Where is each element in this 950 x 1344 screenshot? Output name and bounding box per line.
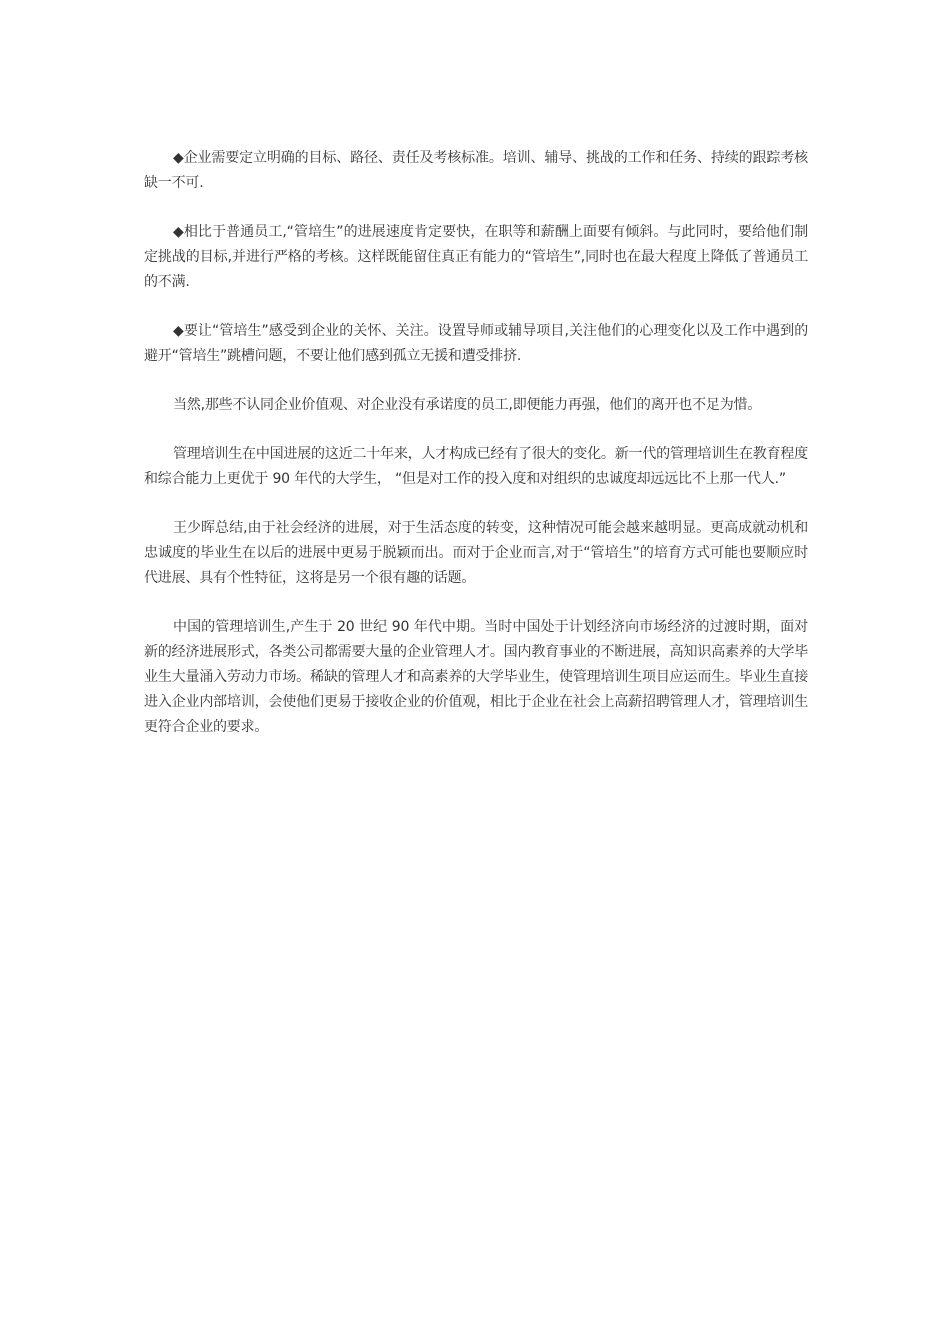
- paragraph-7: 中国的管理培训生,产生于 20 世纪 90 年代中期。当时中国处于计划经济向市场经济的过渡时期，面对新的经济进展形式，各类公司都需要大量的企业管理人才。国内教育事业的不断进展，高知识高素养的大学毕业生大量涌入劳动力市场。稀缺的管理人才和高素养的大学毕业生，使管理培训生项目应运而生。毕业生直接进入企业内部培训，会使他们更易于接收企业的价值观，相比于企业在社会上高薪招聘管理人才，管理培训生更符合企业的要求。: [144, 619, 808, 735]
- document-page: [144, 146, 808, 764]
- paragraph-2: ◆相比于普通员工,“管培生”的进展速度肯定要快，在职等和薪酬上面要有倾斜。与此同时，要给他们制定挑战的目标,并进行严格的考核。这样既能留住真正有能力的“管培生”,同时也在最大程度上降低了普通员工的不满.: [144, 224, 808, 290]
- paragraph-3: ◆要让“管培生”感受到企业的关怀、关注。设置导师或辅导项目,关注他们的心理变化以及工作中遇到的避开“管培生”跳槽问题，不要让他们感到孤立无援和遭受排挤.: [144, 323, 808, 364]
- paragraph-4: 当然,那些不认同企业价值观、对企业没有承诺度的员工,即便能力再强，他们的离开也不足为惜。: [173, 397, 762, 413]
- paragraph-6: 王少晖总结,由于社会经济的进展，对于生活态度的转变，这种情况可能会越来越明显。更高成就动机和忠诚度的毕业生在以后的进展中更易于脱颖而出。而对于企业而言,对于“管培生”的培育方式可能也要顺应时代进展、具有个性特征，这将是另一个很有趣的话题。: [144, 520, 808, 586]
- paragraph-1: ◆企业需要定立明确的目标、路径、责任及考核标准。培训、辅导、挑战的工作和任务、持续的跟踪考核缺一不可.: [144, 150, 808, 191]
- paragraph-5: 管理培训生在中国进展的这近二十年来，人才构成已经有了很大的变化。新一代的管理培训生在教育程度和综合能力上更优于 90 年代的大学生， “但是对工作的投入度和对组织的忠诚度却远远比不上那一代人.”: [144, 446, 808, 487]
